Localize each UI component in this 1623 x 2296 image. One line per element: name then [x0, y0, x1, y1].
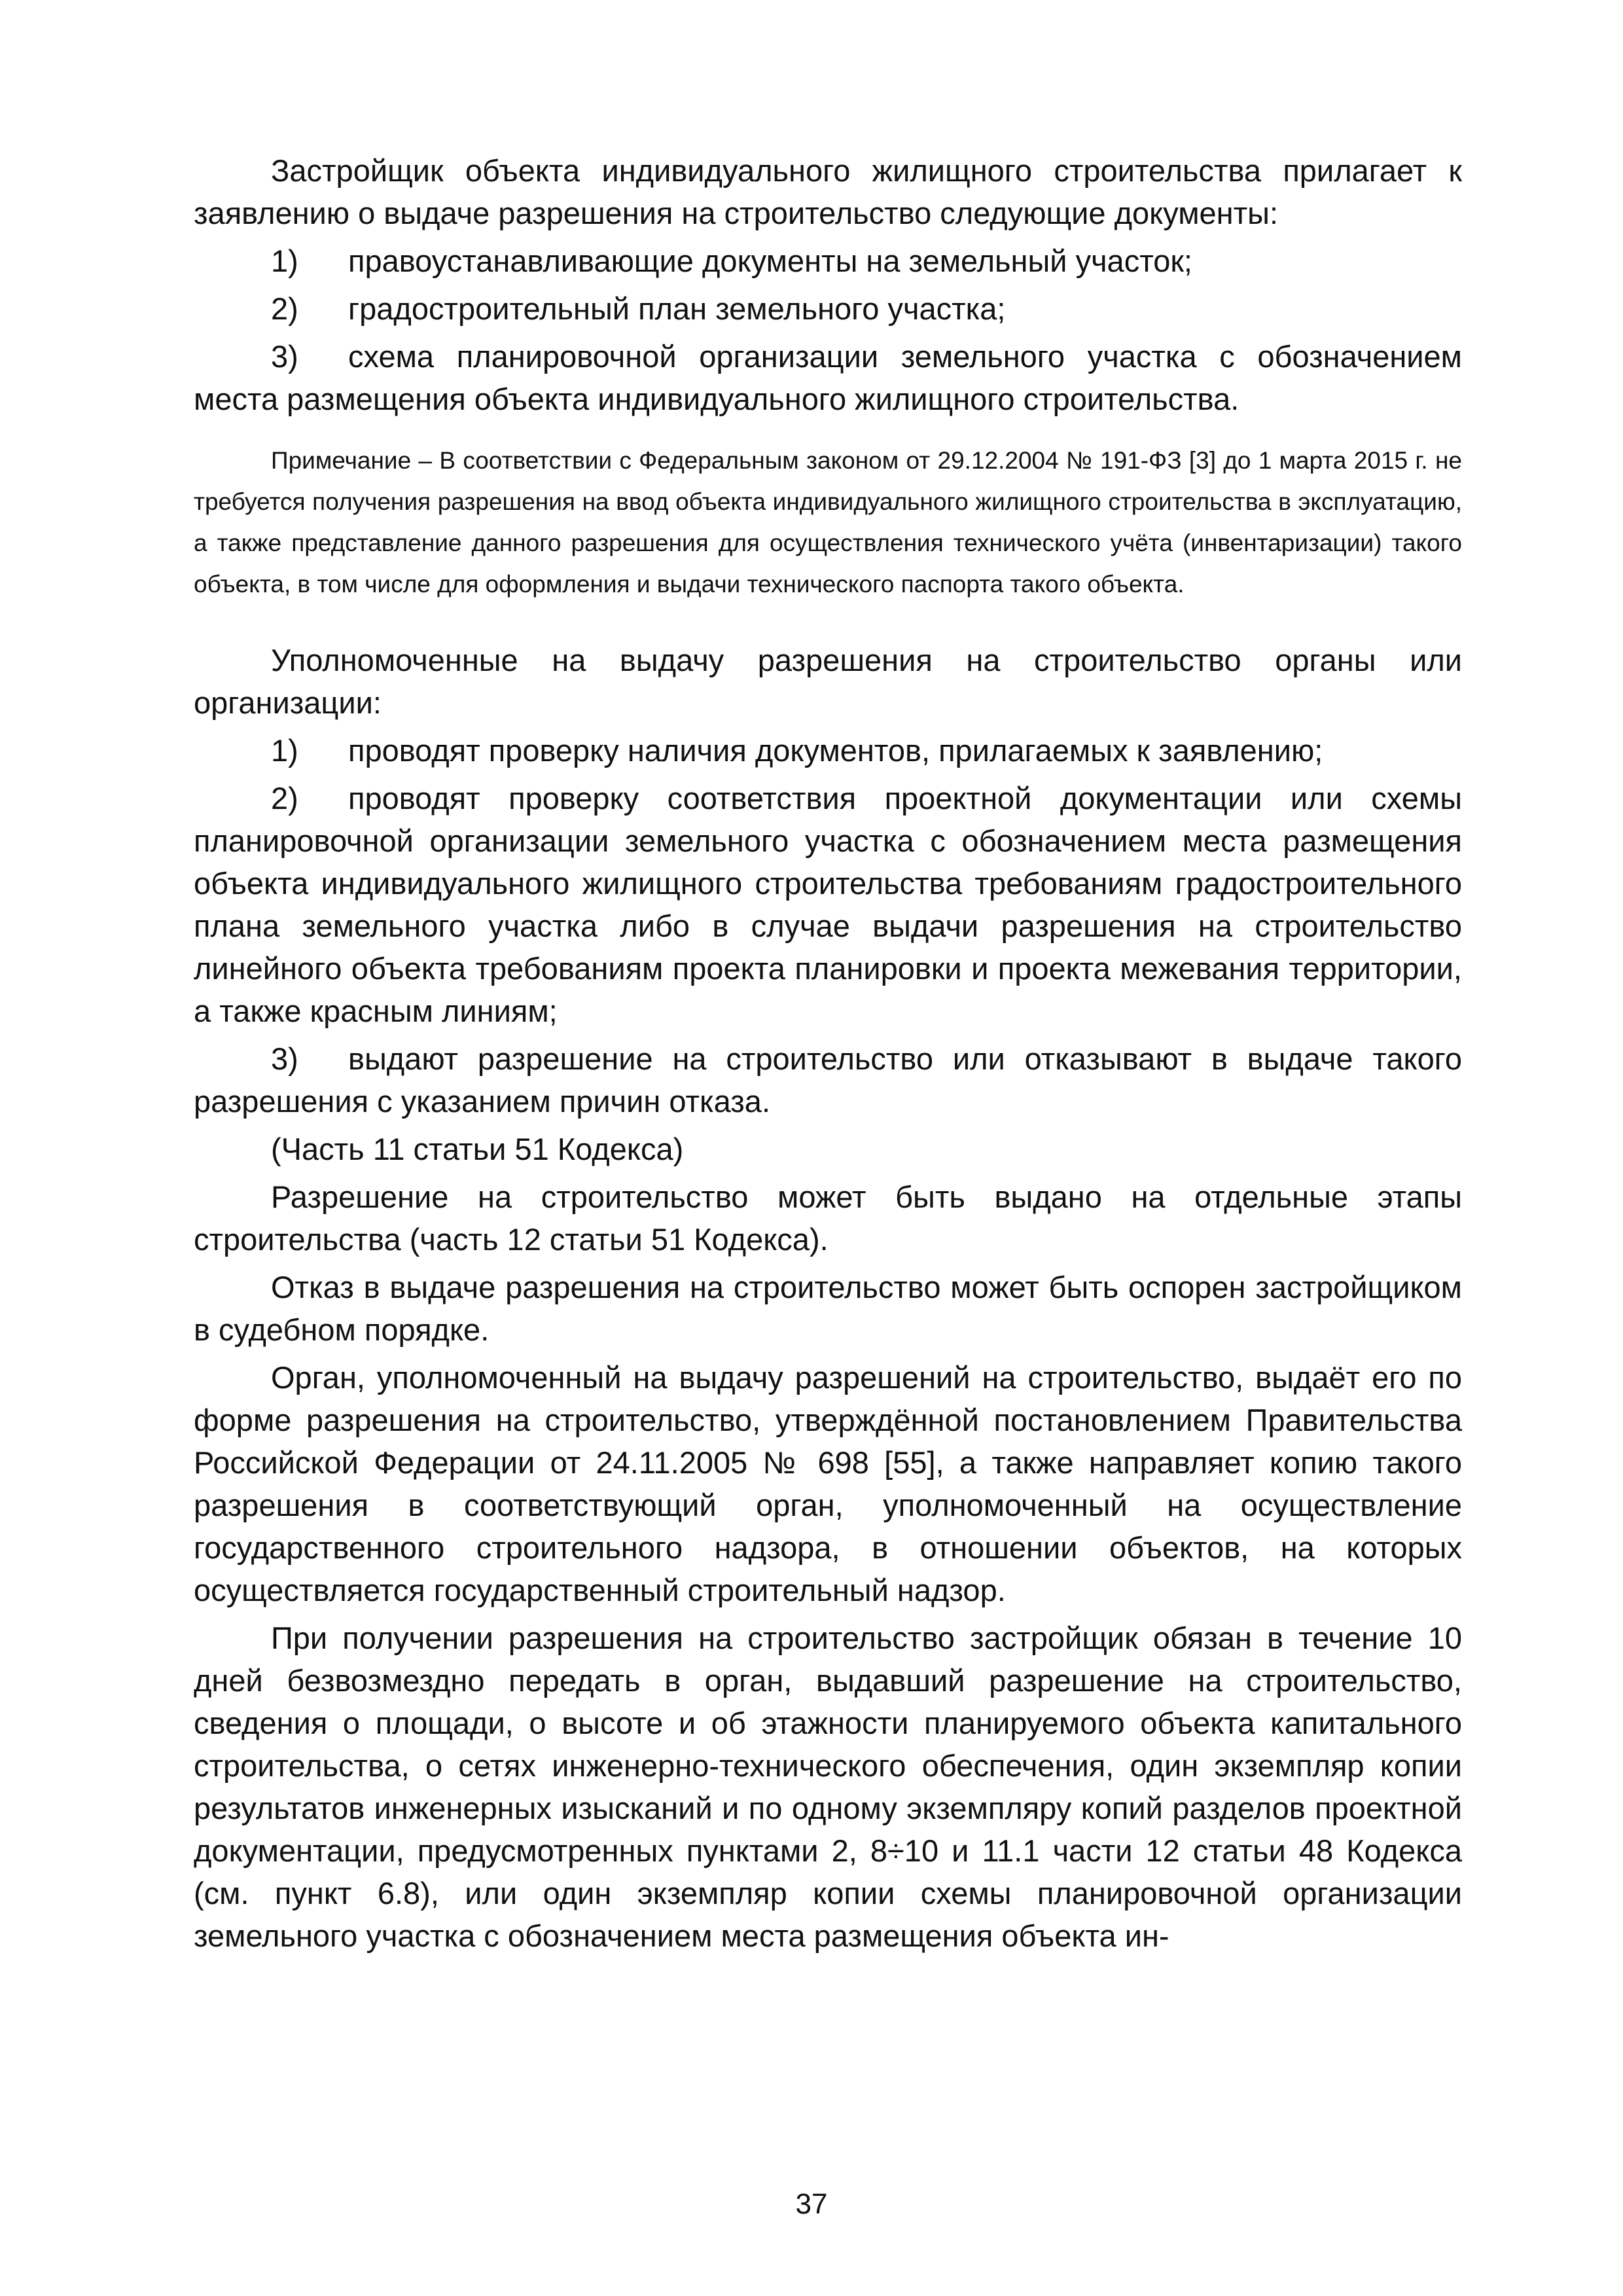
list-item-text: выдают разрешение на строительство или отказывают в выдаче такого разрешения с указанием причин отказа. — [194, 1041, 1462, 1119]
body-paragraph: Орган, уполномоченный на выдачу разрешений на строительство, выдаёт его по форме разрешения на строительство, утверждённой постановлением Правительства Российской Федерации от 24.11.2005 № 698 [55], а также направляет копию такого разрешения в соответствующий орган, уполномоченный на осуществление государственного строительного надзора, в отношении объектов, на которых осуществляется государственный строительный надзор. — [194, 1360, 1462, 1607]
body-paragraph: (Часть 11 статьи 51 Кодекса) — [271, 1132, 684, 1166]
list-item-text: правоустанавливающие документы на земельный участок; — [348, 243, 1192, 278]
block1-intro: Застройщик объекта индивидуального жилищного строительства прилагает к заявлению о выдаче разрешения на строительство следующие документы: — [194, 153, 1462, 230]
block2-intro: Уполномоченные на выдачу разрешения на строительство органы или организации: — [194, 643, 1462, 720]
body-paragraph: Отказ в выдаче разрешения на строительство может быть оспорен застройщиком в судебном порядке. — [194, 1270, 1462, 1347]
body-paragraph: Разрешение на строительство может быть выдано на отдельные этапы строительства (часть 12 статьи 51 Кодекса). — [194, 1179, 1462, 1257]
list-item — [194, 335, 1462, 420]
list-item — [194, 240, 1462, 282]
list-item-number: 1) — [271, 733, 298, 768]
list-item — [194, 777, 1462, 1032]
list-item-number: 2) — [271, 291, 298, 326]
list-item-text: градостроительный план земельного участка; — [348, 291, 1006, 326]
list-item-number: 3) — [271, 339, 298, 374]
body-paragraph: При получении разрешения на строительство застройщик обязан в течение 10 дней безвозмездно передать в орган, выдавший разрешение на строительство, сведения о площади, о высоте и об этажности планируемого объекта капитального строительства, о сетях инженерно-технического обеспечения, один экземпляр копии результатов инженерных изысканий и по одному экземпляру копий разделов проектной документации, предусмотренных пунктами 2, 8÷10 и 11.1 части 12 статьи 48 Кодекса (см. пункт 6.8), или один экземпляр копии схемы планировочной организации земельного участка с обозначением места размещения объекта ин- — [194, 1621, 1462, 1953]
list-item-text: проводят проверку наличия документов, прилагаемых к заявлению; — [348, 733, 1323, 768]
list-item — [194, 287, 1462, 330]
document-page — [194, 149, 1462, 1962]
note-paragraph: Примечание – В соответствии с Федеральным законом от 29.12.2004 № 191-ФЗ [3] до 1 марта 2015 г. не требуется получения разрешения на ввод объекта индивидуального жилищного строительства в эксплуатацию, а также представление данного разрешения для осуществления технического учёта (инвентаризации) такого объекта, в том числе для оформления и выдачи технического паспорта такого объекта. — [194, 447, 1462, 598]
list-item-number: 2) — [271, 781, 298, 816]
list-item — [194, 729, 1462, 772]
list-item-text: схема планировочной организации земельного участка с обозначением места размещения объекта индивидуального жилищного строительства. — [194, 339, 1462, 416]
list-item-number: 3) — [271, 1041, 298, 1076]
page-number: 37 — [795, 2188, 828, 2220]
list-item-number: 1) — [271, 243, 298, 278]
list-item-text: проводят проверку соответствия проектной документации или схемы планировочной организации земельного участка с обозначением места размещения объекта индивидуального жилищного строительства требованиям градостроительного плана земельного участка либо в случае выдачи разрешения на строительство линейного объекта требованиям проекта планировки и проекта межевания территории, а также красным линиям; — [194, 781, 1462, 1028]
list-item — [194, 1037, 1462, 1122]
